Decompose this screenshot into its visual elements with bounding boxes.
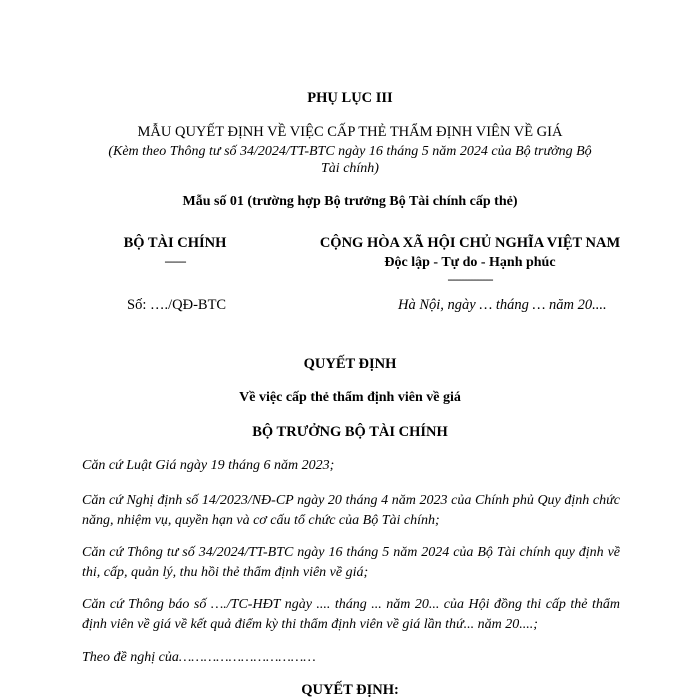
issuer-title: BỘ TRƯỞNG BỘ TÀI CHÍNH [252, 424, 448, 440]
decision-title: QUYẾT ĐỊNH [303, 356, 397, 372]
basis-paragraph: Theo đề nghị của…………………………… [82, 650, 316, 665]
form-subtitle-line2: Tài chính) [321, 161, 379, 176]
appendix-title: PHỤ LỤC III [307, 90, 393, 106]
document-number: Số: …./QĐ-BTC [127, 297, 227, 313]
motto-rule: --------------- [447, 272, 493, 286]
national-motto: Độc lập - Tự do - Hạnh phúc [384, 255, 556, 270]
decision-subject: Về việc cấp thẻ thẩm định viên về giá [239, 390, 461, 405]
sample-label: Mẫu số 01 (trường hợp Bộ trưởng Bộ Tài chính cấp thẻ) [182, 194, 518, 209]
basis-paragraph: Căn cứ Nghị định số 14/2023/NĐ-CP ngày 20 tháng 4 năm 2023 của Chính phủ Quy định chức năng, nhiệm vụ, quyền hạn và cơ cấu tổ chức của Bộ Tài chính; [82, 493, 620, 528]
basis-paragraph: Căn cứ Thông báo số …./TC-HĐT ngày .... tháng ... năm 20... của Hội đồng thi cấp thẻ thẩm định viên về giá về kết quả điểm kỳ thi thẩm định viên về giá lần thứ... năm 20....; [82, 597, 620, 632]
form-title: MẪU QUYẾT ĐỊNH VỀ VIỆC CẤP THẺ THẨM ĐỊNH VIÊN VỀ GIÁ [137, 124, 563, 140]
basis-paragraph: Căn cứ Thông tư số 34/2024/TT-BTC ngày 16 tháng 5 năm 2024 của Bộ Tài chính quy định về thi, cấp, quản lý, thu hồi thẻ thẩm định viên về giá; [82, 545, 620, 580]
form-subtitle-line1: (Kèm theo Thông tư số 34/2024/TT-BTC ngày 16 tháng 5 năm 2024 của Bộ trưởng Bộ [108, 144, 592, 159]
place-and-date: Hà Nội, ngày … tháng … năm 20.... [398, 297, 607, 313]
basis-paragraph: Căn cứ Luật Giá ngày 19 tháng 6 năm 2023; [82, 458, 335, 473]
nation-name: CỘNG HÒA XÃ HỘI CHỦ NGHĨA VIỆT NAM [319, 235, 621, 251]
agency-name: BỘ TÀI CHÍNH [123, 235, 227, 251]
decides-label: QUYẾT ĐỊNH: [301, 682, 399, 698]
agency-rule: ------- [164, 254, 186, 268]
